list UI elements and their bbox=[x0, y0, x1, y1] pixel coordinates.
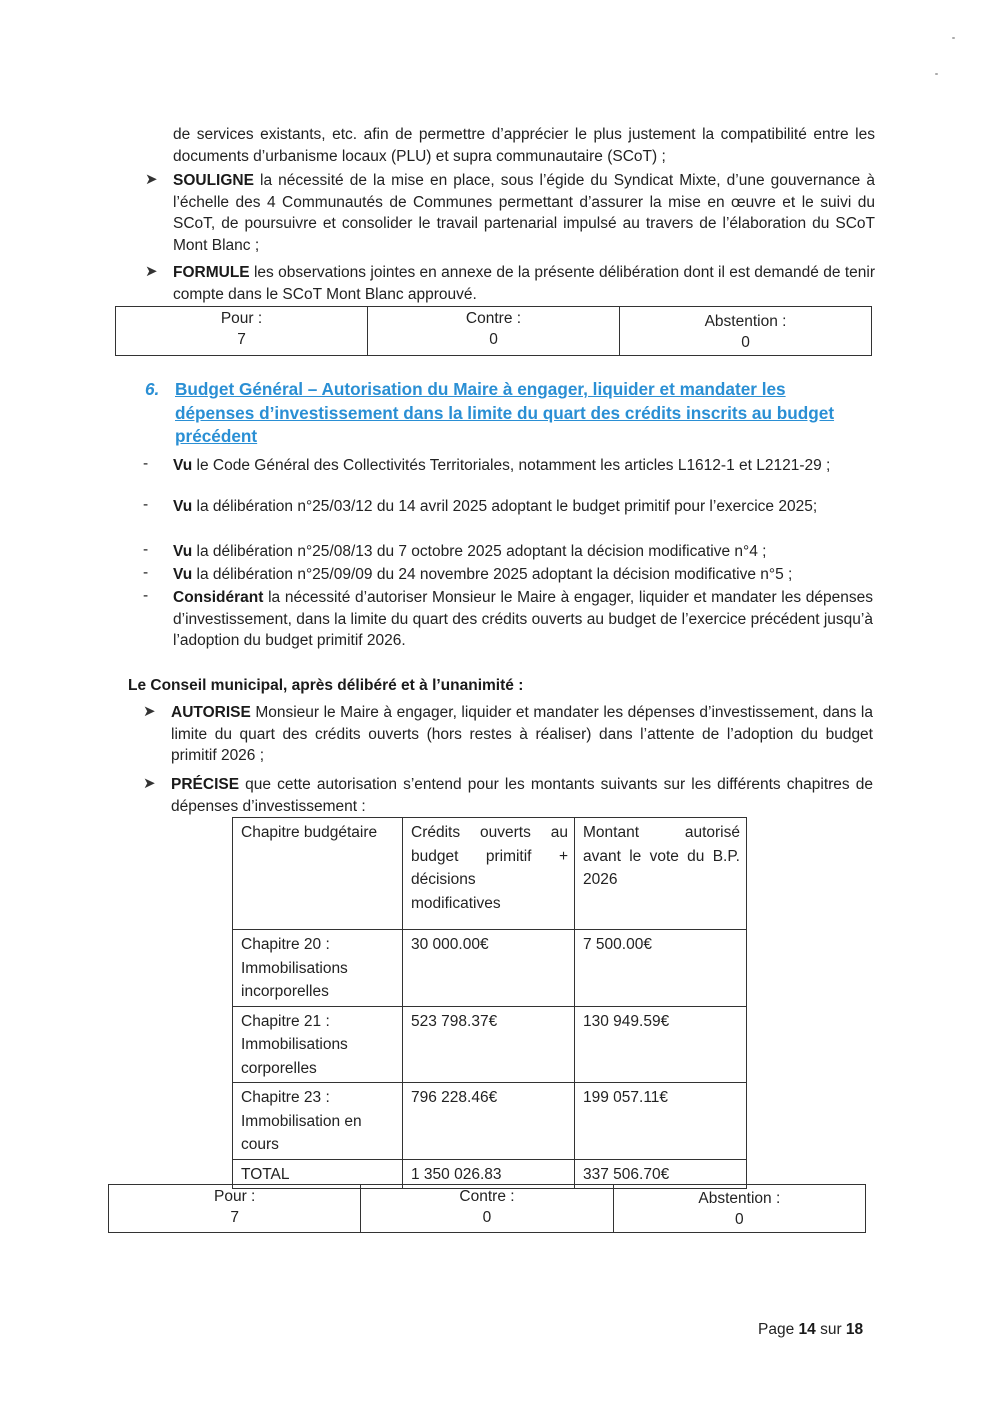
cell-montant: 199 057.11€ bbox=[575, 1083, 747, 1160]
arrow-bullet-icon: ➤ bbox=[143, 775, 156, 792]
arrow-bullet-icon: ➤ bbox=[145, 171, 158, 188]
vote-abstention-label: Abstention : bbox=[704, 313, 787, 330]
vote-table-previous bbox=[115, 306, 872, 356]
consideration-keyword: Vu bbox=[173, 457, 193, 474]
consideration-item bbox=[143, 455, 873, 477]
decision-text: que cette autorisation s’entend pour les montants suivants sur les différents chapitres de dépenses d’investissement : bbox=[171, 776, 873, 815]
decision-item-autorise bbox=[143, 702, 873, 767]
dash-bullet: - bbox=[143, 587, 149, 604]
cell-montant: 337 506.70€ bbox=[575, 1159, 747, 1189]
vote-abstention-value: 0 bbox=[741, 334, 750, 351]
cell-montant: 7 500.00€ bbox=[575, 930, 747, 1007]
cell-montant: 130 949.59€ bbox=[575, 1006, 747, 1083]
decision-keyword: PRÉCISE bbox=[171, 776, 240, 793]
continuation-paragraph bbox=[173, 124, 875, 167]
section-heading bbox=[145, 378, 865, 449]
dash-bullet: - bbox=[143, 455, 149, 472]
decision-keyword: FORMULE bbox=[173, 264, 250, 281]
continuation-text: de services existants, etc. afin de permettre d’apprécier le plus justement la compatibilité entre les documents d’urbanisme locaux (PLU) et supra communautaire (SCoT) ; bbox=[173, 126, 875, 165]
consideration-keyword: Vu bbox=[173, 543, 193, 560]
cell-credits: 796 228.46€ bbox=[403, 1083, 575, 1160]
arrow-bullet-icon: ➤ bbox=[143, 703, 156, 720]
vote-contre-cell bbox=[361, 1185, 613, 1233]
page-total: 18 bbox=[845, 1321, 864, 1338]
vote-pour-label: Pour : bbox=[220, 310, 263, 327]
consideration-keyword: Vu bbox=[173, 566, 193, 583]
cell-chapitre: TOTAL bbox=[233, 1159, 403, 1189]
table-row bbox=[233, 1083, 747, 1160]
consideration-text: la nécessité d’autoriser Monsieur le Maire à engager, liquider et mandater les dépenses d’investissement, dans la limite du quart des crédits ouverts au budget de l’exercice précédent jusqu’à l’adoption du budget primitif 2026. bbox=[173, 589, 873, 650]
page-mid: sur bbox=[815, 1321, 846, 1338]
vote-abstention-value: 0 bbox=[735, 1211, 744, 1228]
consideration-text: la délibération n°25/08/13 du 7 octobre 2025 adoptant la décision modificative n°4 ; bbox=[192, 543, 767, 560]
vote-abstention-label: Abstention : bbox=[698, 1190, 781, 1207]
vote-contre-label: Contre : bbox=[459, 1188, 515, 1205]
scan-speck bbox=[952, 37, 955, 39]
consideration-item bbox=[143, 587, 873, 652]
cell-credits: 1 350 026.83 bbox=[403, 1159, 575, 1189]
vote-pour-cell bbox=[109, 1185, 361, 1233]
section-title: Budget Général – Autorisation du Maire à engager, liquider et mandater les dépenses d’investissement dans la limite du quart des crédits inscrits au budget précédent bbox=[175, 379, 835, 446]
cell-chapitre: Chapitre 20 : Immobilisations incorporelles bbox=[233, 930, 403, 1007]
vote-pour-value: 7 bbox=[230, 1209, 239, 1226]
cell-chapitre: Chapitre 23 : Immobilisation en cours bbox=[233, 1083, 403, 1160]
decision-keyword: AUTORISE bbox=[171, 704, 251, 721]
vote-pour-value: 7 bbox=[237, 331, 246, 348]
consideration-item bbox=[143, 564, 873, 586]
decision-item-precise bbox=[143, 774, 873, 817]
vote-contre-value: 0 bbox=[489, 331, 498, 348]
consideration-keyword: Vu bbox=[173, 498, 193, 515]
header-credits: Crédits ouverts au budget primitif + décisions modificatives bbox=[403, 818, 575, 930]
cell-credits: 523 798.37€ bbox=[403, 1006, 575, 1083]
header-chapitre: Chapitre budgétaire bbox=[233, 818, 403, 930]
decision-text: la nécessité de la mise en place, sous l’égide du Syndicat Mixte, d’une gouvernance à l’échelle des 4 Communautés de Communes permettant d’assurer la mise en œuvre et le suivi du SCoT, de poursuivre et consolider le travail partenarial impulsé au travers de l’élaboration du SCoT Mont Blanc ; bbox=[173, 172, 875, 254]
table-row bbox=[233, 1006, 747, 1083]
vote-contre-cell bbox=[368, 307, 620, 356]
consideration-keyword: Considérant bbox=[173, 589, 264, 606]
decision-item-formule bbox=[145, 262, 875, 305]
section-number: 6. bbox=[145, 379, 160, 399]
decision-text: les observations jointes en annexe de la présente délibération dont il est demandé de tenir compte dans le SCoT Mont Blanc approuvé. bbox=[173, 264, 875, 303]
decision-keyword: SOULIGNE bbox=[173, 172, 254, 189]
vote-pour-cell bbox=[116, 307, 368, 356]
consideration-item bbox=[143, 496, 873, 518]
vote-contre-value: 0 bbox=[482, 1209, 492, 1226]
consideration-item bbox=[143, 541, 873, 563]
council-statement: Le Conseil municipal, après délibéré et à l’unanimité : bbox=[128, 677, 524, 694]
header-montant: Montant autorisé avant le vote du B.P. 2026 bbox=[575, 818, 747, 930]
cell-credits: 30 000.00€ bbox=[403, 930, 575, 1007]
consideration-text: le Code Général des Collectivités Territoriales, notamment les articles L1612-1 et L2121-29 ; bbox=[192, 457, 831, 474]
table-row bbox=[233, 930, 747, 1007]
consideration-text: la délibération n°25/03/12 du 14 avril 2025 adoptant le budget primitif pour l’exercice 2025; bbox=[192, 498, 818, 515]
arrow-bullet-icon: ➤ bbox=[145, 263, 158, 280]
budget-table bbox=[232, 817, 747, 1189]
vote-contre-label: Contre : bbox=[465, 310, 522, 327]
dash-bullet: - bbox=[143, 564, 149, 581]
page-current: 14 bbox=[798, 1321, 816, 1338]
dash-bullet: - bbox=[143, 541, 149, 558]
consideration-text: la délibération n°25/09/09 du 24 novembre 2025 adoptant la décision modificative n°5 ; bbox=[192, 566, 793, 583]
decision-item-souligne bbox=[145, 170, 875, 256]
budget-table-header-row bbox=[233, 818, 747, 930]
vote-abstention-cell bbox=[613, 1185, 865, 1233]
vote-abstention-cell bbox=[620, 307, 872, 356]
cell-chapitre: Chapitre 21 : Immobilisations corporelles bbox=[233, 1006, 403, 1083]
page-prefix: Page bbox=[758, 1321, 799, 1338]
page-number bbox=[758, 1321, 863, 1339]
decision-text: Monsieur le Maire à engager, liquider et mandater les dépenses d’investissement, dans la limite du quart des crédits ouverts (hors restes à réaliser) dans l’attente de l’adoption du budget primitif 2026 ; bbox=[171, 704, 873, 765]
scan-speck bbox=[935, 73, 938, 75]
vote-table-section6 bbox=[108, 1184, 866, 1233]
dash-bullet: - bbox=[143, 496, 149, 513]
vote-pour-label: Pour : bbox=[213, 1188, 256, 1205]
